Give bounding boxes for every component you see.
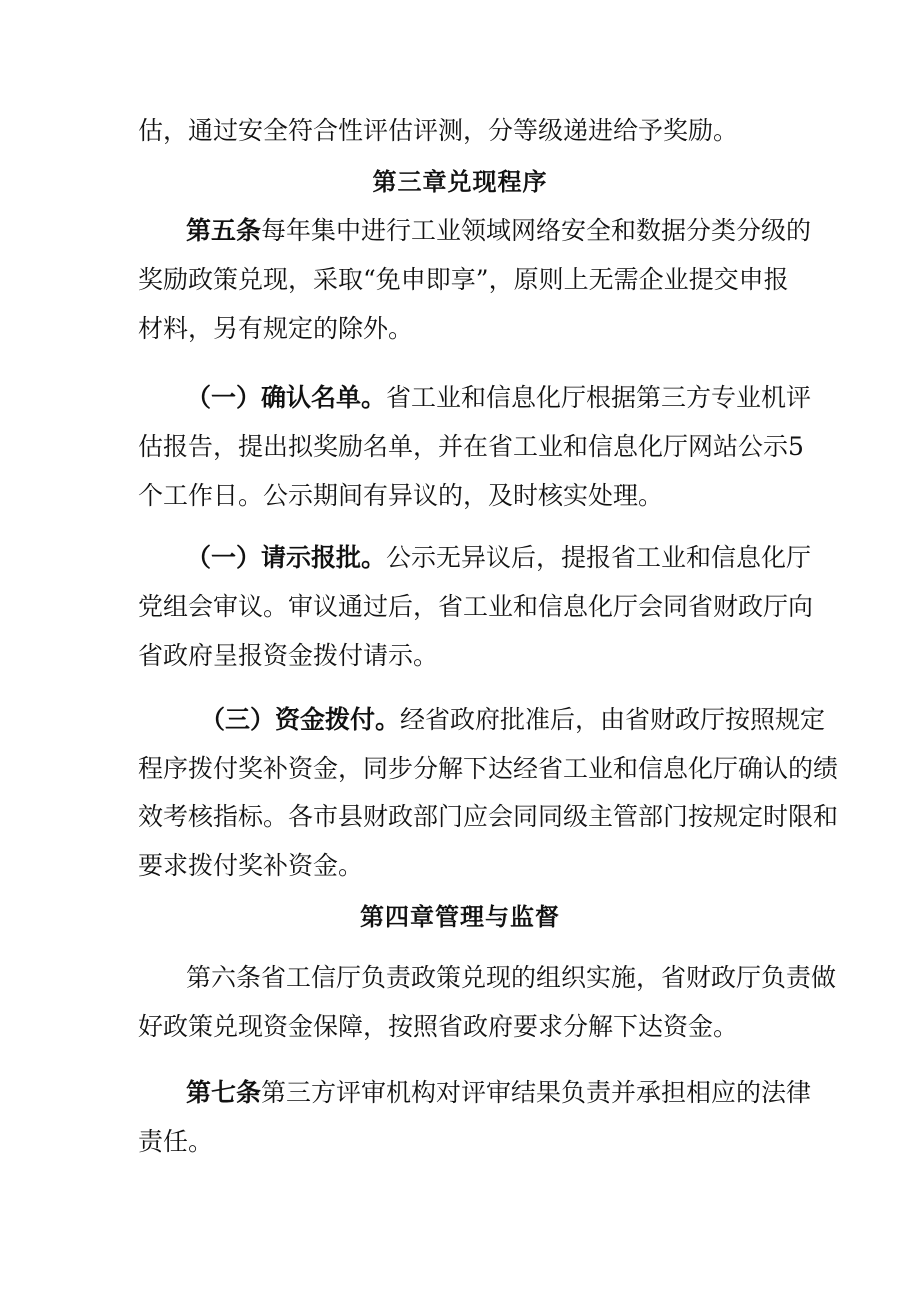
item-1-label: （一）确认名单。 <box>186 383 387 412</box>
continuation-text: 估，通过安全符合性评估评测，分等级递进给予奖励。 <box>138 116 739 145</box>
item-2-label: （一）请示报批。 <box>186 543 387 572</box>
paragraph-continuation <box>138 114 788 148</box>
article-7-line-2: 责任。 <box>138 1127 214 1156</box>
item-1-line-2: 估报告，提出拟奖励名单，并在省工业和信息化厅网站公示5 <box>138 432 804 461</box>
article-5-line-1 <box>186 214 812 248</box>
item-2-text-1: 公示无异议后，提报省工业和信息化厅 <box>386 543 812 572</box>
item-3-label: （三）资金拨付。 <box>200 705 401 734</box>
chapter-4-title: 第四章管理与监督 <box>360 902 560 931</box>
article-7-line-1 <box>186 1076 812 1110</box>
item-3-line-4: 要求拨付奖补资金。 <box>138 851 364 880</box>
article-5-line-3: 材料，另有规定的除外。 <box>138 314 414 343</box>
item-2-line-3: 省政府呈报资金拨付请示。 <box>138 641 439 670</box>
article-6-line-2: 好政策兑现资金保障，按照省政府要求分解下达资金。 <box>138 1012 739 1041</box>
chapter-3-title: 第三章兑现程序 <box>372 167 548 196</box>
item-2-line-2: 党组会审议。审议通过后，省工业和信息化厅会同省财政厅向 <box>138 592 814 621</box>
article-7-text-1: 第三方评审机构对评审结果负责并承担相应的法律 <box>261 1078 812 1107</box>
article-5-text-1: 每年集中进行工业领域网络安全和数据分类分级的 <box>261 216 812 245</box>
article-5-line-2: 奖励政策兑现，采取“免申即享”，原则上无需企业提交申报 <box>138 265 789 294</box>
item-3-line-2: 程序拨付奖补资金，同步分解下达经省工业和信息化厅确认的绩 <box>138 754 839 783</box>
item-3-line-3: 效考核指标。各市县财政部门应会同同级主管部门按规定时限和 <box>138 802 839 831</box>
item-3-line-1 <box>200 703 826 737</box>
item-1-text-1: 省工业和信息化厅根据第三方专业机评 <box>386 383 812 412</box>
article-5-label: 第五条 <box>186 216 262 245</box>
item-2-line-1 <box>186 541 812 575</box>
article-7-label: 第七条 <box>186 1078 262 1107</box>
item-1-line-3: 个工作日。公示期间有异议的，及时核实处理。 <box>138 481 664 510</box>
item-3-text-1: 经省政府批准后，由省财政厅按照规定 <box>400 705 826 734</box>
article-6-line-1: 第六条省工信厅负责政策兑现的组织实施，省财政厅负责做 <box>186 963 837 992</box>
item-1-line-1 <box>186 381 812 415</box>
